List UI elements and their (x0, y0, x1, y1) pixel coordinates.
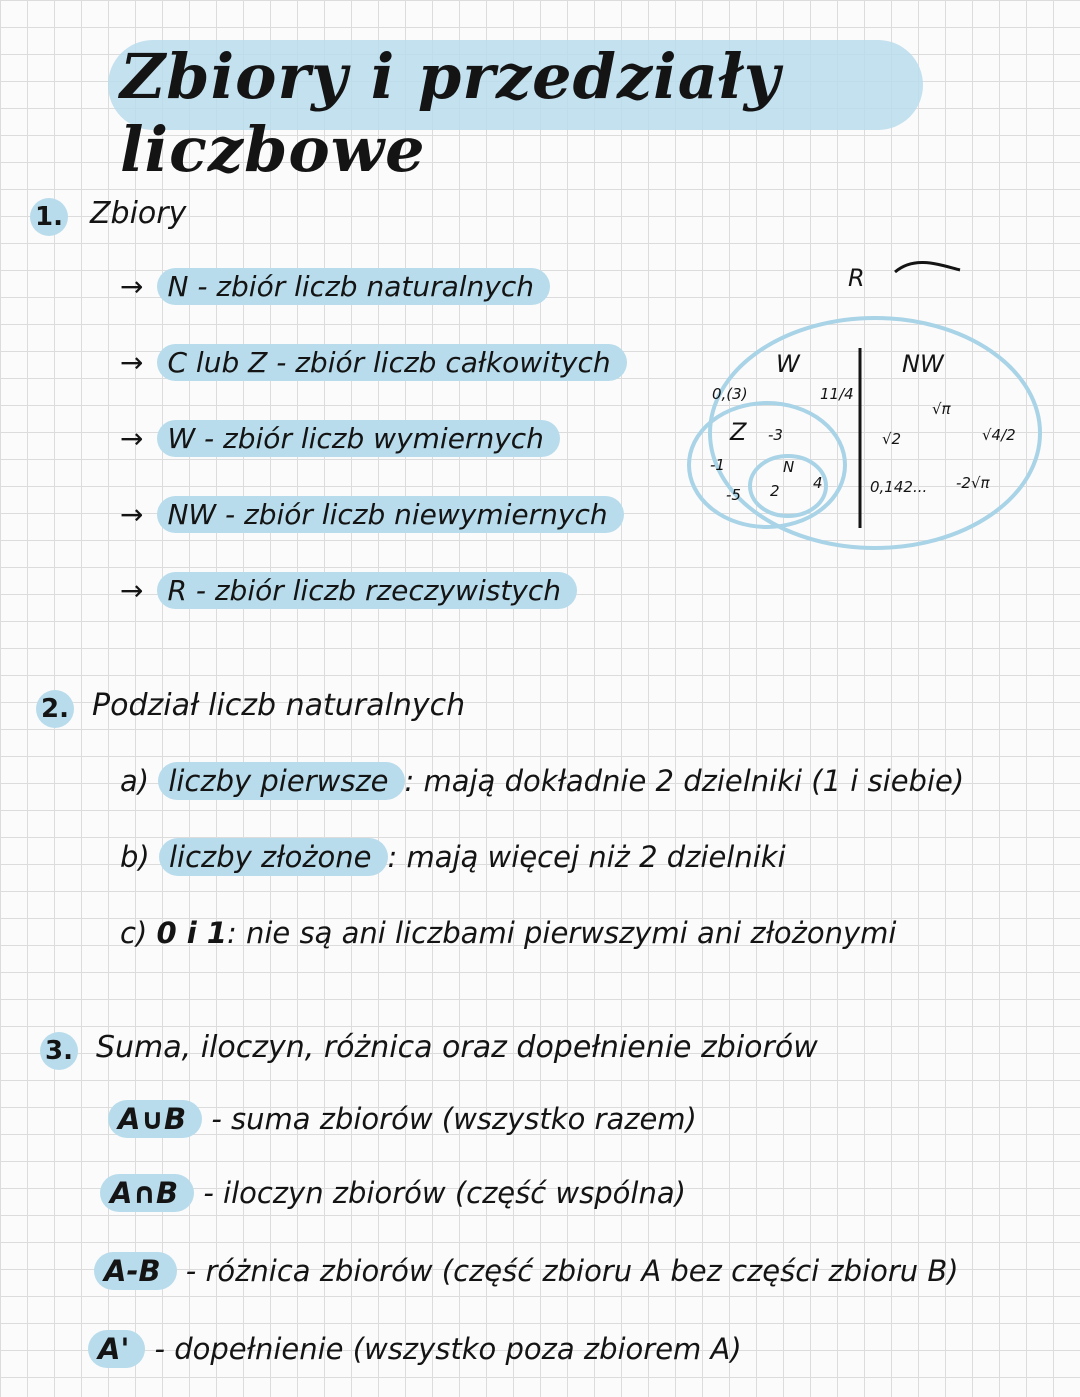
item-text: : mają dokładnie 2 dzielniki (1 i siebie) (404, 764, 965, 798)
section-3-number: 3. (40, 1032, 78, 1070)
n-label: N (783, 458, 795, 476)
item-text: : mają więcej niż 2 dzielniki (387, 840, 786, 874)
list-item (120, 840, 786, 874)
item-text: - dopełnienie (wszystko poza zbiorem A) (145, 1332, 742, 1366)
sets-diagram-shapes (670, 250, 1070, 560)
nw-example: 0,142... (870, 478, 928, 496)
list-item (120, 420, 560, 457)
section-2-heading: Podział liczb naturalnych (92, 688, 466, 723)
r-brace-icon (895, 262, 960, 272)
list-item (120, 268, 550, 305)
item-label: c) (120, 916, 148, 950)
set-symbol: NW (167, 498, 217, 531)
set-description: - zbiór liczb całkowitych (267, 346, 611, 379)
section-1-number: 1. (30, 198, 68, 236)
n-example: 4 (813, 474, 823, 492)
item-text: : nie są ani liczbami pierwszymi ani złożonymi (226, 916, 897, 950)
highlighted-term: liczby złożone (159, 838, 388, 876)
nw-example: √4/2 (982, 426, 1016, 444)
arrow-icon: → (120, 270, 144, 303)
section-1-heading: Zbiory (90, 196, 187, 231)
set-symbol: C lub Z (167, 346, 268, 379)
set-description: - zbiór liczb wymiernych (195, 422, 544, 455)
set-operation-term: A-B (94, 1252, 177, 1290)
item-text: - suma zbiorów (wszystko razem) (202, 1102, 697, 1136)
z-example: -3 (768, 426, 783, 444)
arrow-icon: → (120, 422, 144, 455)
highlighted-term: 0 i 1 (156, 916, 227, 950)
n-example: 2 (770, 482, 780, 500)
arrow-icon: → (120, 574, 144, 607)
list-item (120, 344, 627, 381)
arrow-icon: → (120, 498, 144, 531)
z-label: Z (730, 418, 747, 446)
set-description: - zbiór liczb rzeczywistych (186, 574, 562, 607)
r-label: R (848, 264, 865, 292)
w-example: 0,(3) (712, 385, 748, 403)
set-symbol: R (167, 574, 187, 607)
list-item (94, 1254, 959, 1288)
list-item (88, 1332, 742, 1366)
highlighted-term: liczby pierwsze (158, 762, 404, 800)
list-item (100, 1176, 686, 1210)
list-item (108, 1102, 697, 1136)
set-symbol: W (167, 422, 196, 455)
section-3-heading: Suma, iloczyn, różnica oraz dopełnienie zbiorów (96, 1030, 818, 1065)
set-operation-term: A∪B (108, 1100, 202, 1138)
nw-label: NW (902, 350, 944, 378)
w-label: W (776, 350, 800, 378)
set-operation-term: A∩B (100, 1174, 194, 1212)
sets-diagram (670, 250, 1070, 560)
item-text: - różnica zbiorów (część zbioru A bez części zbioru B) (176, 1254, 959, 1288)
nw-example: -2√π (956, 474, 990, 492)
section-2-number: 2. (36, 690, 74, 728)
w-example: 11/4 (820, 385, 854, 403)
list-item (120, 496, 624, 533)
nw-example: √2 (882, 430, 902, 448)
set-operation-term: A' (88, 1330, 145, 1368)
nw-example: √π (932, 400, 951, 418)
set-symbol: N (167, 270, 189, 303)
item-label: b) (120, 840, 150, 874)
set-description: - zbiór liczb naturalnych (188, 270, 534, 303)
list-item (120, 572, 577, 609)
page-title: Zbiory i przedziały liczbowe (120, 40, 781, 186)
item-label: a) (120, 764, 150, 798)
z-example: -1 (710, 456, 725, 474)
item-text: - iloczyn zbiorów (część wspólna) (194, 1176, 686, 1210)
z-example: -5 (726, 486, 741, 504)
list-item (120, 764, 964, 798)
list-item (120, 916, 896, 950)
arrow-icon: → (120, 346, 144, 379)
set-description: - zbiór liczb niewymiernych (216, 498, 608, 531)
